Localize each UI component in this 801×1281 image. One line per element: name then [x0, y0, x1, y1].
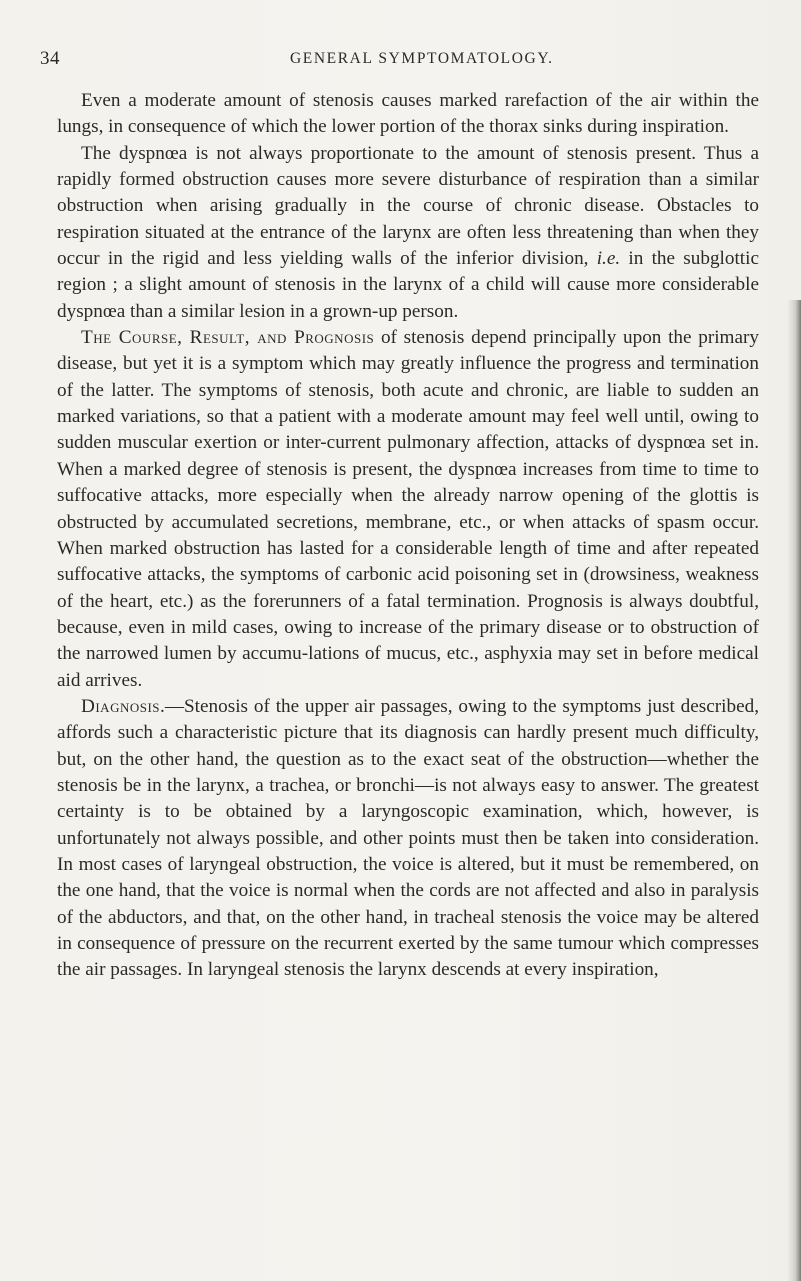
page-edge-shadow [787, 300, 801, 1281]
paragraph-diagnosis [57, 694, 759, 984]
italic-ie: i.e. [596, 248, 621, 270]
paragraph-text: in the subglottic region ; a slight amount of stenosis in the larynx of a child will cause more considerable dyspnœa than a similar lesion in a grown-up person. [57, 248, 759, 322]
paragraph-text: .—Stenosis of the upper air passages, owing to the symptoms just described, affords such a characteristic picture that its diagnosis can hardly present much difficulty, but, on the other hand, the question as to the exact seat of the obstruction—whether the stenosis be in the larynx, a trachea, or bronchi—is not always easy to answer. The greatest certainty is to be obtained by a laryngoscopic examination, which, however, is unfortunately not always possible, and other points must then be taken into consideration. In most cases of laryngeal obstruction, the voice is altered, but it must be remembered, on the one hand, that the voice is normal when the cords are not affected and also in paralysis of the abductors, and that, on the other hand, in tracheal stenosis the voice may be altered in consequence of pressure on the recurrent exerted by the same tumour which compresses the air passages. In laryngeal stenosis the larynx descends at every inspiration, [57, 695, 759, 981]
section-heading-course: The Course, Result, and Prognosis [81, 327, 375, 349]
running-title: GENERAL SYMPTOMATOLOGY. [290, 50, 554, 67]
paragraph-text: Even a moderate amount of stenosis causes marked rarefaction of the air within the lungs, in consequence of which the lower portion of the thorax sinks during inspiration. [57, 90, 759, 138]
paragraph-dyspnoea [57, 141, 759, 325]
body-text [57, 88, 759, 984]
section-heading-diagnosis: Diagnosis [81, 695, 161, 717]
paragraph-rarefaction [57, 88, 759, 141]
paragraph-text: The dyspnœa is not always proportionate to the amount of stenosis present. Thus a rapidly formed obstruction causes more severe disturbance of respiration than a similar obstruction when arising gradually in the course of chronic disease. Obstacles to respiration situated at the entrance of the larynx are often less threatening than when they occur in the rigid and less yielding walls of the inferior division, [57, 142, 759, 270]
running-head [40, 48, 760, 72]
page-number: 34 [40, 48, 60, 69]
paragraph-course-prognosis [57, 325, 759, 694]
paragraph-text: of stenosis depend principally upon the primary disease, but yet it is a symptom which may greatly influence the progress and termination of the latter. The symptoms of stenosis, both acute and chronic, are liable to sudden an marked variations, so that a patient with a moderate amount may feel well until, owing to sudden muscular exertion or inter-current pulmonary affection, attacks of dyspnœa set in. When a marked degree of stenosis is present, the dyspnœa increases from time to time to suffocative attacks, more especially when the already narrow opening of the glottis is obstructed by accumulated secretions, membrane, etc., or when attacks of spasm occur. When marked obstruction has lasted for a considerable length of time and after repeated suffocative attacks, the symptoms of carbonic acid poisoning set in (drowsiness, weakness of the heart, etc.) as the forerunners of a fatal termination. Prognosis is always doubtful, because, even in mild cases, owing to increase of the primary disease or to obstruction of the narrowed lumen by accumu-lations of mucus, etc., asphyxia may set in before medical aid arrives. [57, 327, 759, 691]
